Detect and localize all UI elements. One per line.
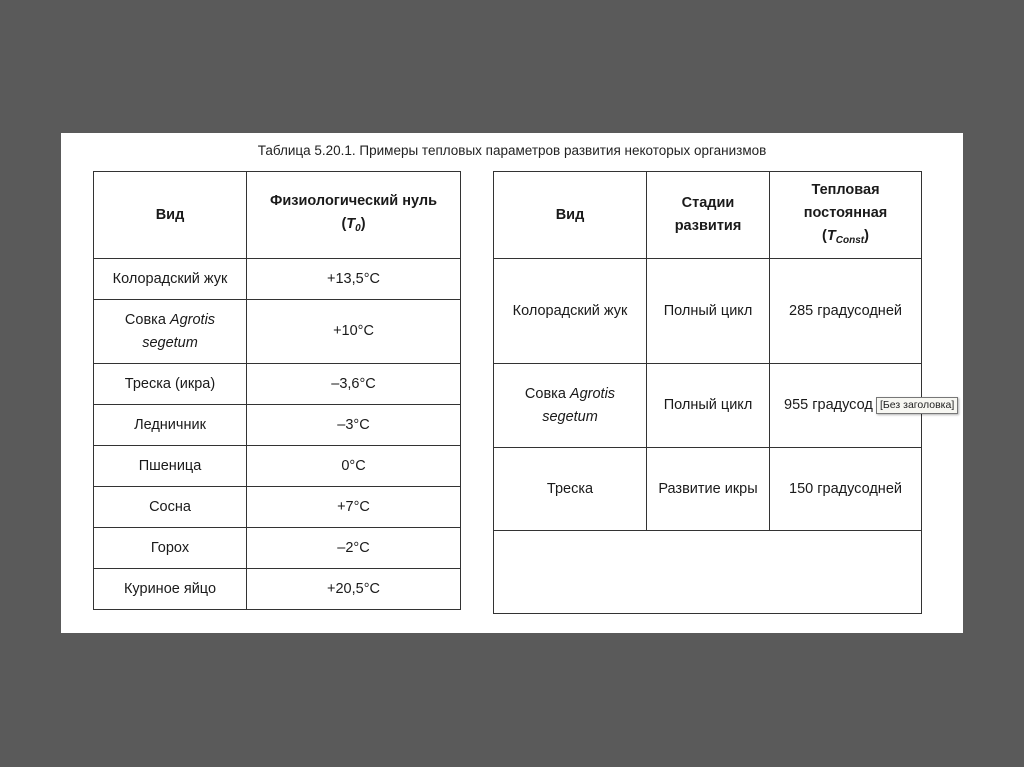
zero-value-cell: +10°C xyxy=(247,300,461,364)
zero-value-cell: –3°C xyxy=(247,405,461,446)
table-row xyxy=(94,300,461,364)
stage-cell: Развитие икры xyxy=(647,448,770,531)
stage-cell: Полный цикл xyxy=(647,259,770,364)
table-row xyxy=(494,364,922,448)
thermal-constant-table xyxy=(493,171,922,614)
species-cell: Горох xyxy=(94,528,247,569)
zero-value-cell: +7°C xyxy=(247,487,461,528)
table-row xyxy=(94,487,461,528)
stage-cell: Полный цикл xyxy=(647,364,770,448)
zero-value-cell: –2°C xyxy=(247,528,461,569)
empty-cell xyxy=(494,531,922,614)
header-physiological-zero: Физиологический нуль $(T_0)$ xyxy=(247,172,461,259)
species-cell: Совка Agrotis segetum xyxy=(94,300,247,364)
zero-temperature-table xyxy=(93,171,461,610)
tooltip: [Без заголовка] xyxy=(876,397,958,414)
zero-value-cell: 0°C xyxy=(247,446,461,487)
zero-value-cell: +13,5°C xyxy=(247,259,461,300)
header-thermal-constant: Тепловая постоянная $(T_{Const})$ xyxy=(770,172,922,259)
species-cell: Колорадский жук xyxy=(494,259,647,364)
species-cell: Пшеница xyxy=(94,446,247,487)
species-cell: Сосна xyxy=(94,487,247,528)
header-species: Вид xyxy=(94,172,247,259)
constant-value-cell: 150 градусодней xyxy=(770,448,922,531)
species-cell: Треска (икра) xyxy=(94,364,247,405)
empty-row xyxy=(494,531,922,614)
table-row xyxy=(494,259,922,364)
table-row xyxy=(94,259,461,300)
header-stages: Стадии развития xyxy=(647,172,770,259)
species-cell: Куриное яйцо xyxy=(94,569,247,610)
species-cell: Треска xyxy=(494,448,647,531)
constant-value-cell: 285 градусодней xyxy=(770,259,922,364)
species-cell: Ледничник xyxy=(94,405,247,446)
zero-value-cell: +20,5°C xyxy=(247,569,461,610)
zero-value-cell: –3,6°C xyxy=(247,364,461,405)
table-row xyxy=(94,569,461,610)
table-row xyxy=(94,405,461,446)
table-row xyxy=(494,448,922,531)
table-caption: Таблица 5.20.1. Примеры тепловых параметров развития некоторых организмов xyxy=(257,143,767,158)
table-row xyxy=(94,446,461,487)
header-species: Вид xyxy=(494,172,647,259)
table-header-row xyxy=(494,172,922,259)
table-row xyxy=(94,528,461,569)
table-header-row xyxy=(94,172,461,259)
table-row xyxy=(94,364,461,405)
constant-value-cell: 955 градусод xyxy=(770,364,922,448)
species-cell: Колорадский жук xyxy=(94,259,247,300)
document-sheet xyxy=(61,133,963,633)
species-cell: Совка Agrotis segetum xyxy=(494,364,647,448)
